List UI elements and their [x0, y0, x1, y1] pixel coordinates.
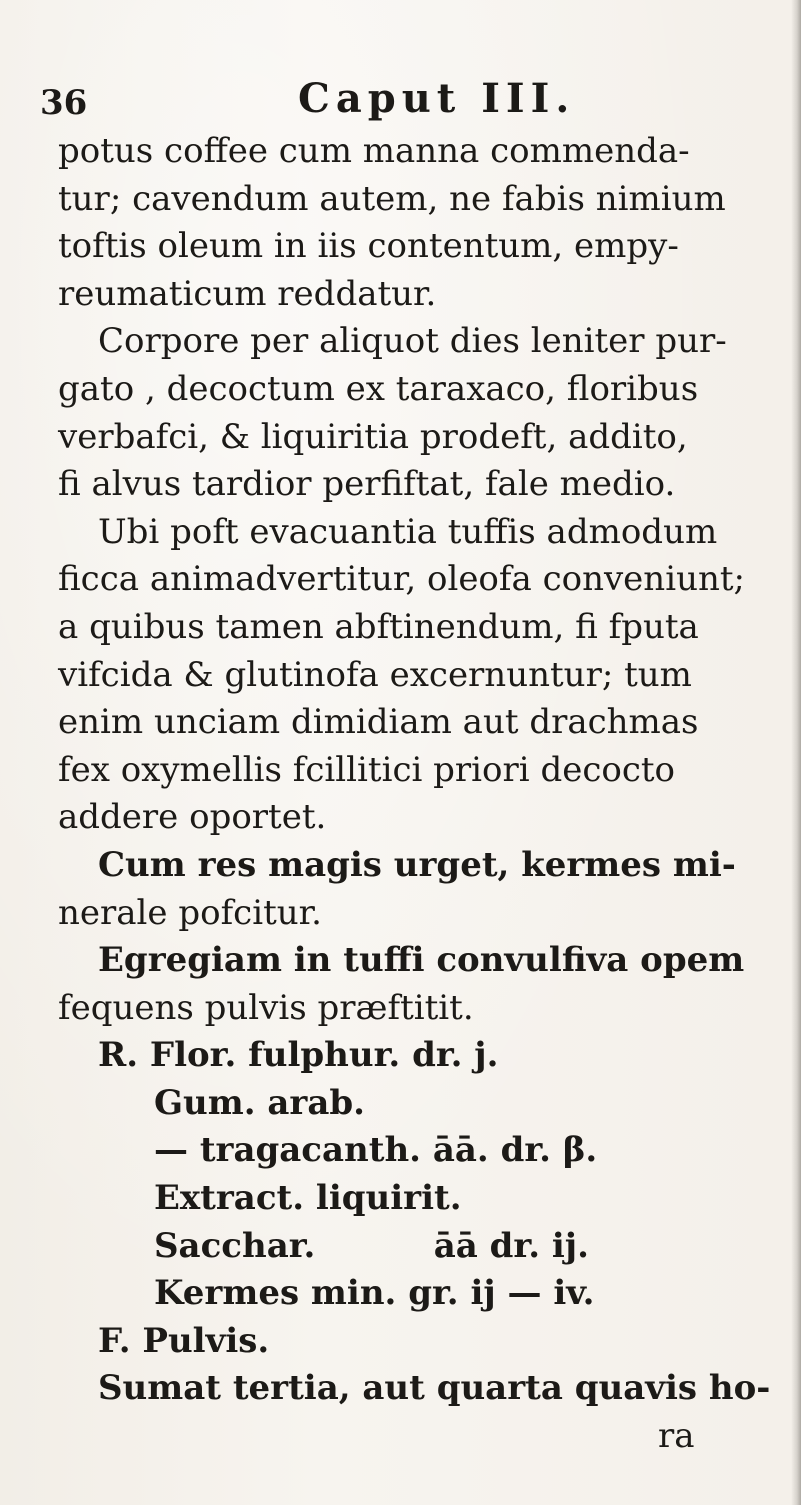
text-line: ficca animadvertitur, oleofa conveniunt;	[58, 559, 745, 600]
page-number: 36	[40, 83, 88, 123]
text-line: fex oxymellis fcillitici priori decocto	[58, 749, 676, 790]
text-line: fequens pulvis præftitit.	[58, 987, 474, 1028]
text-line: Ubi poft evacuantia tuffis admodum	[98, 511, 718, 552]
body-text	[58, 128, 771, 1461]
catchword: ra	[658, 1416, 695, 1457]
recipe-line: Kermes min. gr. ij — iv.	[154, 1273, 595, 1314]
recipe-line: F. Pulvis.	[98, 1320, 270, 1361]
recipe-line: Extract. liquirit.	[154, 1178, 462, 1219]
text-line: tur; cavendum autem, ne fabis nimium	[58, 178, 726, 219]
text-line: gato , decoctum ex taraxaco, floribus	[58, 368, 699, 409]
recipe-line: Gum. arab.	[154, 1082, 365, 1123]
text-line: reumaticum reddatur.	[58, 273, 437, 314]
text-line: addere oportet.	[58, 797, 327, 838]
recipe-line: Sacchar. āā dr. ij.	[154, 1225, 589, 1266]
text-line: nerale pofcitur.	[58, 892, 322, 933]
recipe-line: — tragacanth. āā. dr. β.	[154, 1130, 598, 1171]
recipe-line: R. Flor. fulphur. dr. j.	[98, 1035, 499, 1076]
text-line: a quibus tamen abftinendum, fi fputa	[58, 606, 699, 647]
text-line: Egregiam in tuffi convulfiva opem	[98, 940, 745, 981]
text-line: Corpore per aliquot dies leniter pur-	[98, 321, 727, 362]
text-line: vifcida & glutinofa excernuntur; tum	[58, 654, 692, 695]
text-line: fi alvus tardior perfiftat, fale medio.	[58, 464, 676, 505]
page-edge-shadow	[791, 0, 801, 1505]
text-line: potus coffee cum manna commenda-	[58, 131, 690, 171]
text-line: verbafci, & liquiritia prodeft, addito,	[58, 416, 688, 457]
running-head: Caput III.	[298, 75, 576, 122]
text-line: Cum res magis urget, kermes mi-	[98, 844, 736, 885]
text-line: toftis oleum in iis contentum, empy-	[58, 226, 679, 267]
page-header	[40, 75, 740, 127]
text-line: Sumat tertia, aut quarta quavis ho-	[98, 1368, 771, 1409]
text-line: enim unciam dimidiam aut drachmas	[58, 702, 699, 743]
